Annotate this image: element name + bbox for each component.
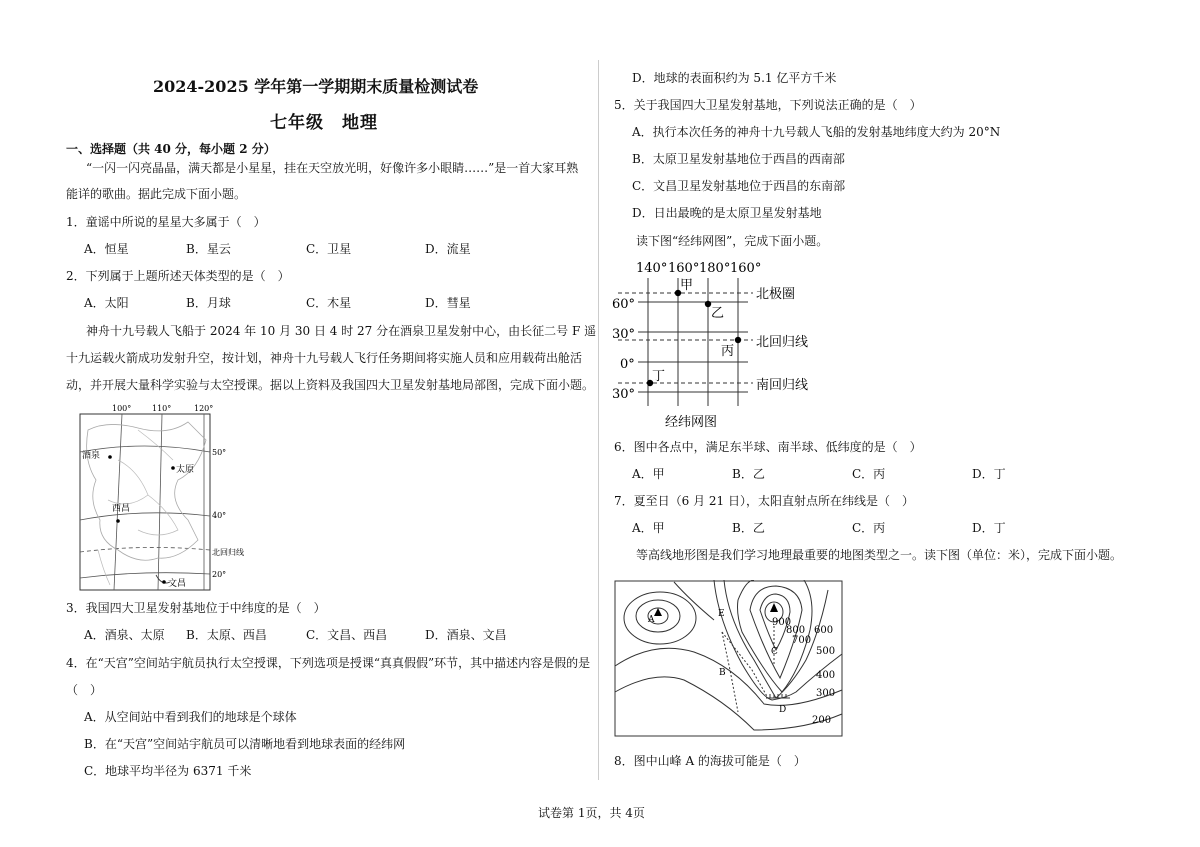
q7-option-b[interactable]: B．乙 bbox=[732, 521, 765, 535]
q1-option-c[interactable]: C．卫星 bbox=[306, 242, 352, 256]
question-6: 6．图中各点中，满足东半球、南半球、低纬度的是（ ） bbox=[614, 440, 922, 454]
q5-option-b[interactable]: B．太原卫星发射基地位于西昌的西南部 bbox=[632, 152, 845, 166]
peak-c-icon bbox=[770, 603, 778, 612]
grid-lat-60: 60° bbox=[612, 297, 636, 312]
taiyuan-point bbox=[171, 466, 175, 470]
map-lat-50: 50° bbox=[212, 448, 227, 457]
column-divider bbox=[598, 60, 599, 780]
q4-option-b[interactable]: B．在“天宫”空间站宇航员可以清晰地看到地球表面的经纬网 bbox=[84, 737, 406, 751]
height-400: 400 bbox=[816, 670, 836, 681]
contour-label-d: D bbox=[779, 705, 787, 715]
map-lat-20: 20° bbox=[212, 570, 227, 579]
label-bing: 丙 bbox=[721, 344, 735, 359]
map-label-wenchang: 文昌 bbox=[168, 579, 187, 589]
contour-label-c: C bbox=[771, 647, 778, 657]
grid-intro: 读下图“经纬网图”，完成下面小题。 bbox=[636, 234, 829, 248]
question-4-line1: 4．在“天宫”空间站宇航员执行太空授课，下列选项是授课“真真假假”环节，其中描述内容是假的是 bbox=[66, 656, 591, 670]
xichang-point bbox=[116, 519, 120, 523]
grid-caption: 经纬网图 bbox=[665, 415, 718, 430]
map-label-jiuquan: 酒泉 bbox=[82, 451, 101, 461]
wenchang-point bbox=[162, 580, 166, 584]
q7-option-d[interactable]: D．丁 bbox=[972, 521, 1006, 535]
q2-option-d[interactable]: D．彗星 bbox=[425, 296, 471, 310]
contour-label-b: B bbox=[719, 668, 726, 678]
question-3: 3．我国四大卫星发射基地位于中纬度的是（ ） bbox=[66, 601, 326, 615]
map-lon-120: 120° bbox=[194, 404, 214, 413]
q7-option-c[interactable]: C．丙 bbox=[852, 521, 886, 535]
tropic-capricorn-label: 南回归线 bbox=[756, 378, 809, 393]
intro2-line2: 十九运载火箭成功发射升空，按计划，神舟十九号载人飞行任务期间将实施人员和应用载荷出舱活 bbox=[66, 351, 583, 365]
q6-option-b[interactable]: B．乙 bbox=[732, 467, 765, 481]
height-200: 200 bbox=[812, 715, 832, 726]
q5-option-a[interactable]: A．执行本次任务的神舟十九号载人飞船的发射基地纬度大约为 20°N bbox=[632, 125, 1001, 139]
q1-option-a[interactable]: A．恒星 bbox=[84, 242, 129, 256]
map-tropic-label: 北回归线 bbox=[212, 548, 244, 557]
map-lat-40: 40° bbox=[212, 511, 227, 520]
q3-option-d[interactable]: D．酒泉、文昌 bbox=[425, 628, 507, 642]
contour-label-e: E bbox=[718, 609, 725, 619]
height-900: 900 bbox=[772, 617, 792, 628]
contour-label-a: A bbox=[648, 615, 655, 625]
q2-option-c[interactable]: C．木星 bbox=[306, 296, 352, 310]
question-7: 7．夏至日（6 月 21 日），太阳直射点所在纬线是（ ） bbox=[614, 494, 914, 508]
q6-option-a[interactable]: A．甲 bbox=[632, 467, 665, 481]
grid-lon-140: 140° bbox=[636, 261, 668, 276]
map-label-taiyuan: 太原 bbox=[176, 465, 195, 475]
question-2: 2．下列属于上题所述天体类型的是（ ） bbox=[66, 269, 290, 283]
graticule-diagram bbox=[608, 256, 838, 434]
q2-option-a[interactable]: A．太阳 bbox=[84, 296, 129, 310]
grid-lon-160e: 160° bbox=[730, 261, 762, 276]
height-500: 500 bbox=[816, 646, 836, 657]
height-800: 800 bbox=[786, 625, 806, 636]
arctic-circle-label: 北极圈 bbox=[756, 287, 796, 302]
q3-option-b[interactable]: B．太原、西昌 bbox=[186, 628, 267, 642]
height-300: 300 bbox=[816, 688, 836, 699]
intro1-line2: 能详的歌曲。据此完成下面小题。 bbox=[66, 187, 247, 201]
intro2-line3: 动，并开展大量科学实验与太空授课。据以上资料及我国四大卫星发射基地局部图，完成下面小题。 bbox=[66, 378, 595, 392]
question-5: 5．关于我国四大卫星发射基地，下列说法正确的是（ ） bbox=[614, 98, 922, 112]
intro2-line1: 神舟十九号载人飞船于 2024 年 10 月 30 日 4 时 27 分在酒泉卫星发射中心，由长征二号 F 遥 bbox=[86, 324, 597, 338]
q1-option-b[interactable]: B．星云 bbox=[186, 242, 231, 256]
q4-option-a[interactable]: A．从空间站中看到我们的地球是个球体 bbox=[84, 710, 297, 724]
q6-option-d[interactable]: D．丁 bbox=[972, 467, 1006, 481]
page-footer: 试卷第 1页，共 4页 bbox=[538, 806, 645, 820]
map-lon-100: 100° bbox=[112, 404, 132, 413]
height-700: 700 bbox=[792, 635, 812, 646]
grid-lon-160w: 160° bbox=[668, 261, 700, 276]
label-jia: 甲 bbox=[680, 278, 694, 293]
q4-option-d[interactable]: D．地球的表面积约为 5.1 亿平方千米 bbox=[632, 71, 837, 85]
grid-lon-180: 180° bbox=[699, 261, 731, 276]
question-1: 1．童谣中所说的星星大多属于（ ） bbox=[66, 215, 266, 229]
contour-intro: 等高线地形图是我们学习地理最重要的地图类型之一。读下图（单位：米），完成下面小题。 bbox=[636, 548, 1123, 562]
q6-option-c[interactable]: C．丙 bbox=[852, 467, 886, 481]
q7-option-a[interactable]: A．甲 bbox=[632, 521, 665, 535]
grid-lat-30s: 30° bbox=[612, 387, 636, 402]
grid-lat-0: 0° bbox=[620, 357, 635, 372]
jiuquan-point bbox=[108, 455, 112, 459]
tropic-cancer-label: 北回归线 bbox=[756, 335, 809, 350]
exam-subtitle: 七年级 地理 bbox=[270, 113, 378, 133]
q5-option-d[interactable]: D．日出最晚的是太原卫星发射基地 bbox=[632, 206, 822, 220]
label-yi: 乙 bbox=[711, 306, 725, 321]
peak-a-icon bbox=[654, 608, 662, 616]
height-600: 600 bbox=[814, 625, 834, 636]
q5-option-c[interactable]: C．文昌卫星发射基地位于西昌的东南部 bbox=[632, 179, 846, 193]
q2-option-b[interactable]: B．月球 bbox=[186, 296, 231, 310]
section-heading: 一、选择题（共 40 分，每小题 2 分） bbox=[66, 142, 276, 156]
q1-option-d[interactable]: D．流星 bbox=[425, 242, 471, 256]
map-lon-110: 110° bbox=[152, 404, 172, 413]
point-bing bbox=[735, 337, 741, 343]
exam-title: 2024-2025 学年第一学期期末质量检测试卷 bbox=[153, 77, 479, 96]
contour-map bbox=[614, 580, 844, 738]
intro1-line1: “一闪一闪亮晶晶，满天都是小星星，挂在天空放光明，好像许多小眼睛……”是一首大家耳熟 bbox=[86, 161, 579, 175]
map-label-xichang: 西昌 bbox=[112, 504, 131, 514]
question-8: 8．图中山峰 A 的海拔可能是（ ） bbox=[614, 754, 806, 768]
q3-option-a[interactable]: A．酒泉、太原 bbox=[84, 628, 165, 642]
label-ding: 丁 bbox=[652, 369, 666, 384]
grid-lat-30n: 30° bbox=[612, 327, 636, 342]
q4-option-c[interactable]: C．地球平均半径为 6371 千米 bbox=[84, 764, 252, 778]
question-4-line2: （ ） bbox=[66, 683, 103, 697]
launch-base-map bbox=[78, 400, 268, 595]
q3-option-c[interactable]: C．文昌、西昌 bbox=[306, 628, 388, 642]
